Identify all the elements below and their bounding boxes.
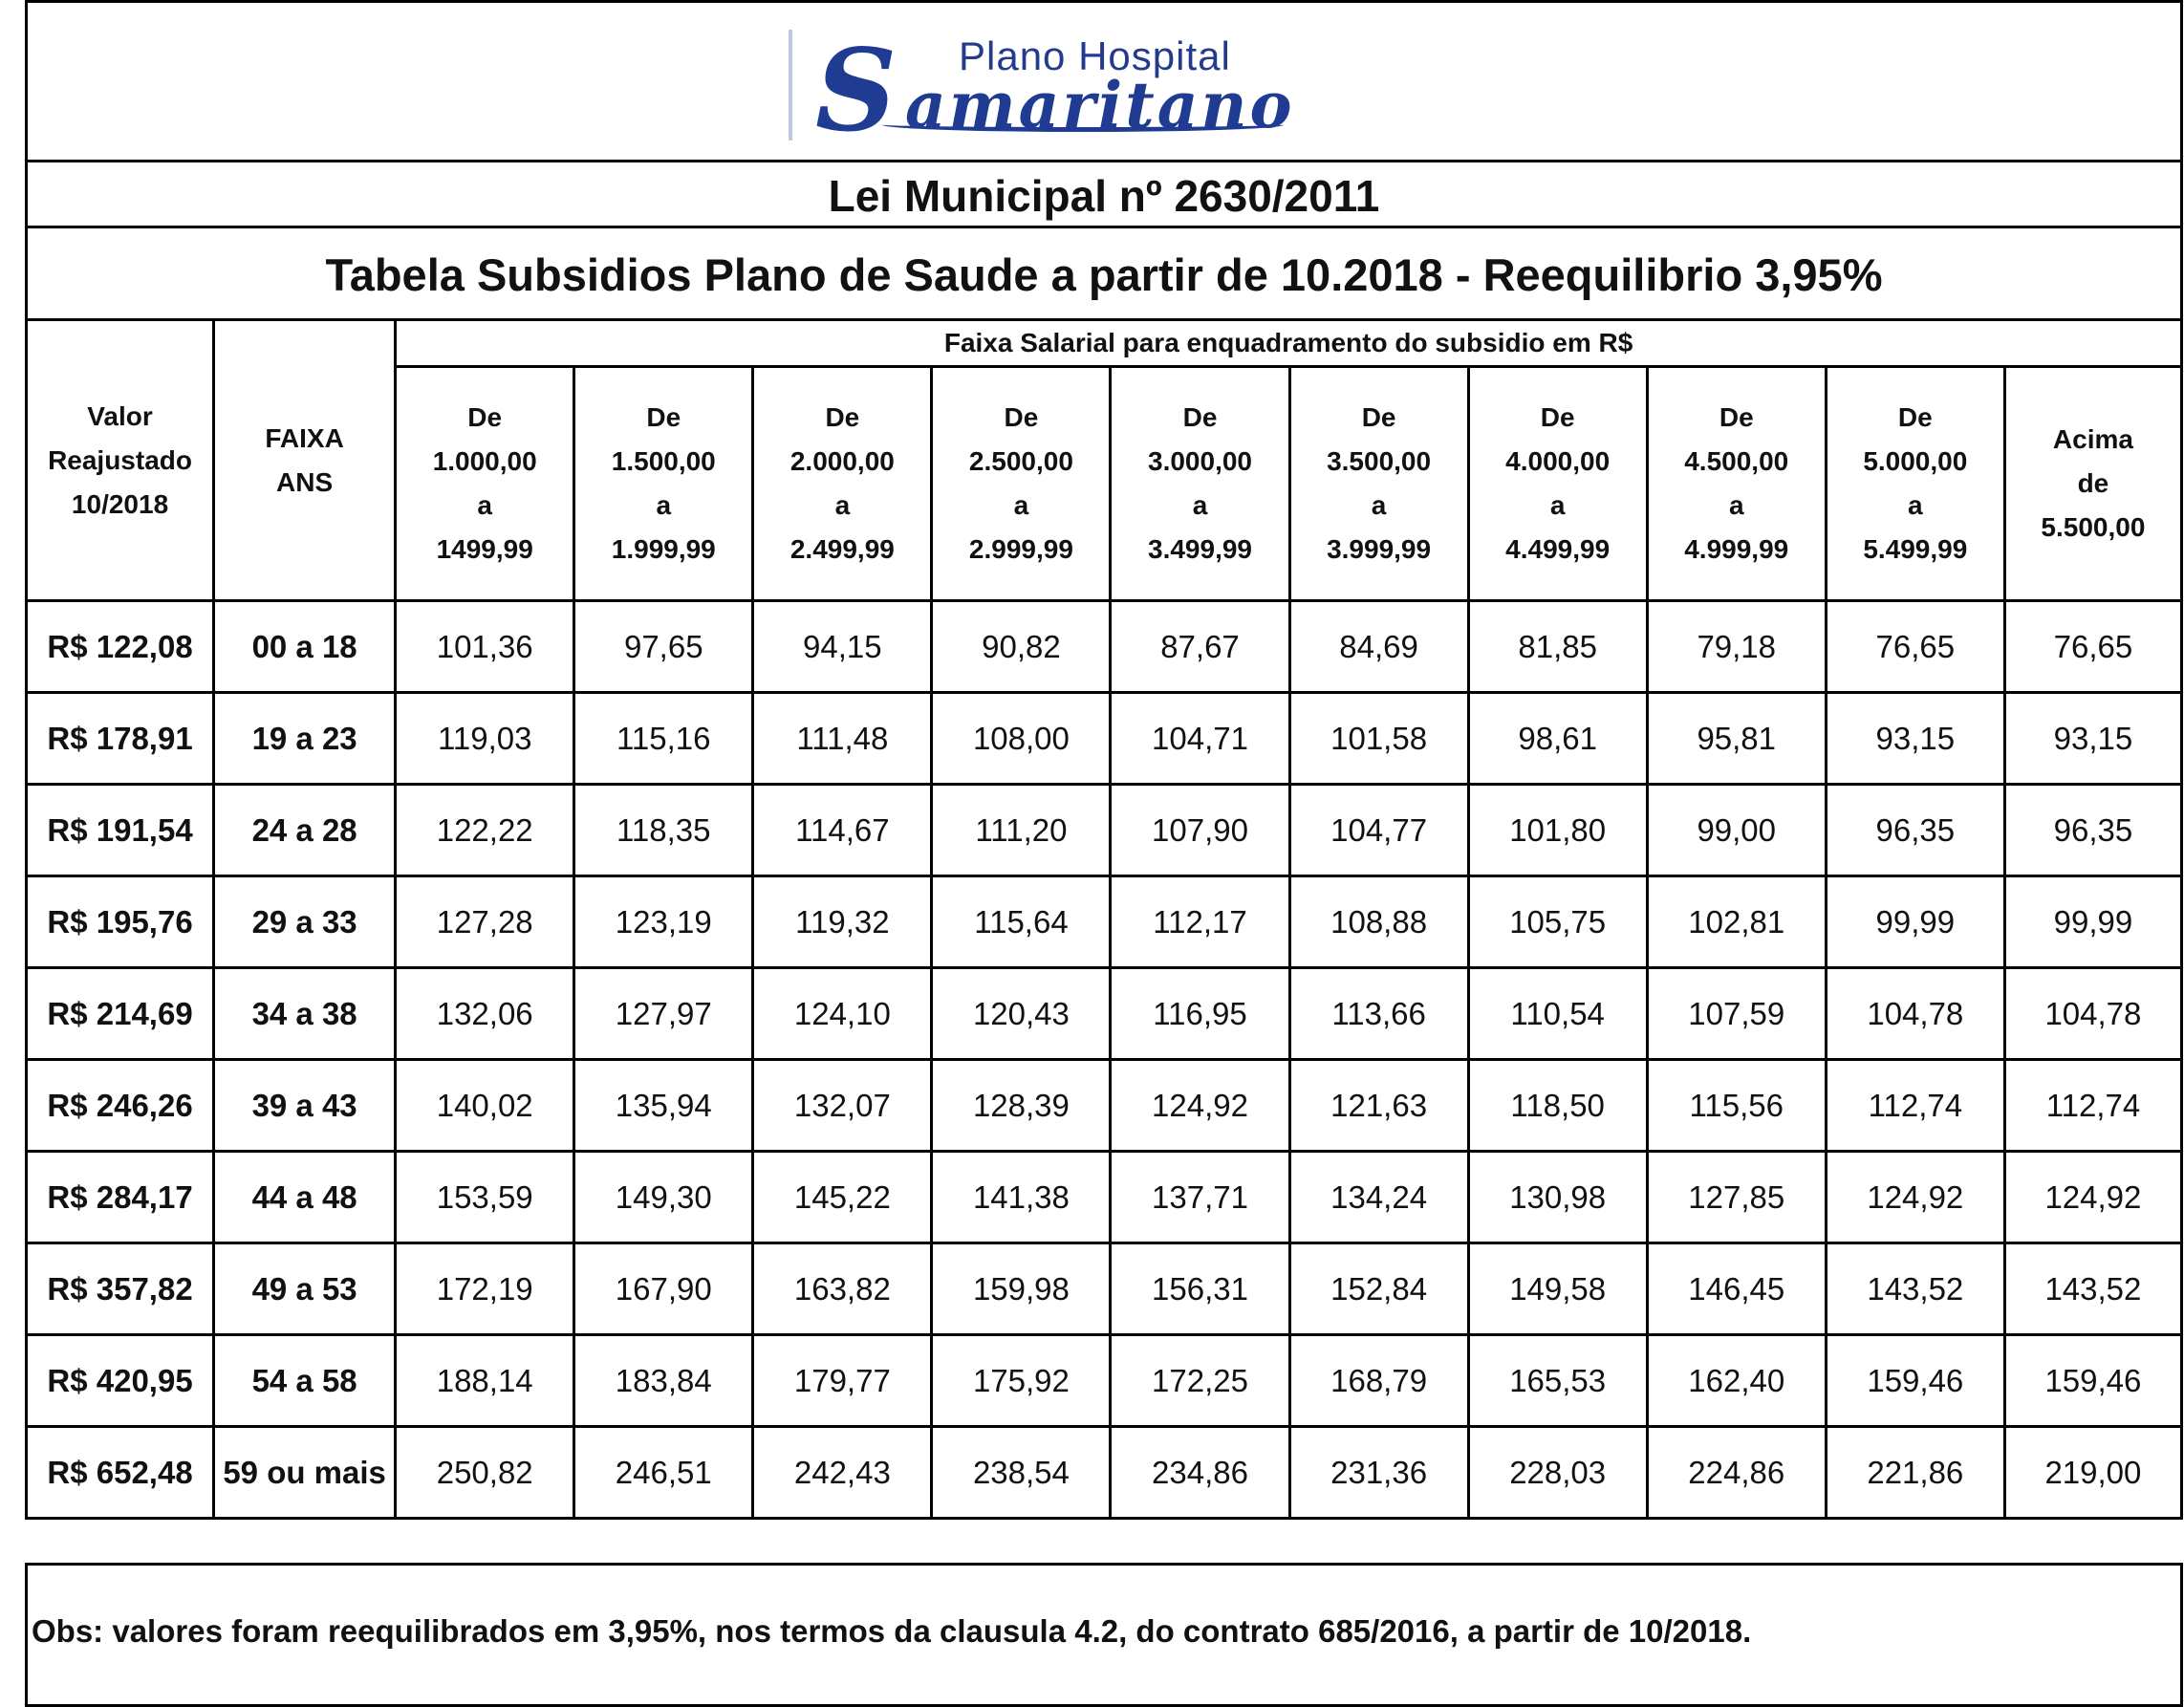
adjusted-value-cell: R$ 195,76 [27,876,214,968]
salary-range-line: 2.499,99 [789,534,895,564]
salary-range-line: De [646,402,681,432]
table-row [27,1243,2182,1335]
subsidy-cell: 224,86 [1647,1427,1826,1519]
subsidy-cell: 98,61 [1468,693,1647,785]
notes-box [25,1563,2183,1707]
salary-range-line: 2.000,00 [789,446,895,476]
law-row [25,160,2183,228]
logo-brand-initial: S [815,24,897,157]
adjusted-value-cell: R$ 178,91 [27,693,214,785]
age-band-cell: 29 a 33 [214,876,396,968]
subsidy-cell: 119,03 [396,693,574,785]
salary-range-line: 3.500,00 [1327,446,1432,476]
salary-range-header [1468,367,1647,601]
subsidy-cell: 112,17 [1111,876,1289,968]
age-band-cell: 24 a 28 [214,785,396,876]
col-header-faixa-line: FAIXA [265,422,344,453]
subsidy-cell: 165,53 [1468,1335,1647,1427]
subsidy-cell: 101,58 [1289,693,1468,785]
adjusted-value-cell: R$ 191,54 [27,785,214,876]
subsidy-cell: 140,02 [396,1060,574,1152]
subsidy-cell: 97,65 [574,601,753,693]
subsidy-cell: 104,78 [1826,968,2004,1060]
table-row [27,876,2182,968]
subsidy-cell: 99,99 [1826,876,2004,968]
subsidy-cell: 152,84 [1289,1243,1468,1335]
table-title: Tabela Subsidios Plano de Saude a partir de 10.2018 - Reequilibrio 3,95% [325,249,1883,300]
col-header-value-line: Valor [87,400,153,431]
salary-range-line: Acima [2052,424,2133,454]
salary-range-header [753,367,932,601]
subsidy-cell: 250,82 [396,1427,574,1519]
subsidy-cell: 153,59 [396,1152,574,1243]
subsidy-cell: 172,19 [396,1243,574,1335]
subsidy-cell: 115,16 [574,693,753,785]
adjusted-value-cell: R$ 420,95 [27,1335,214,1427]
subsidy-cell: 90,82 [932,601,1111,693]
table-row [27,1060,2182,1152]
subsidy-cell: 175,92 [932,1335,1111,1427]
subsidy-cell: 159,98 [932,1243,1111,1335]
subsidy-cell: 188,14 [396,1335,574,1427]
subsidy-cell: 238,54 [932,1427,1111,1519]
table-row [27,1152,2182,1243]
subsidy-cell: 124,92 [1826,1152,2004,1243]
subsidy-cell: 128,39 [932,1060,1111,1152]
subsidy-cell: 134,24 [1289,1152,1468,1243]
subsidy-cell: 76,65 [2004,601,2181,693]
subsidy-cell: 168,79 [1289,1335,1468,1427]
subsidy-cell: 159,46 [1826,1335,2004,1427]
subsidy-cell: 141,38 [932,1152,1111,1243]
adjusted-value-cell: R$ 284,17 [27,1152,214,1243]
subsidy-cell: 101,36 [396,601,574,693]
subsidy-cell: 119,32 [753,876,932,968]
subsidy-cell: 127,28 [396,876,574,968]
col-header-value-line: 10/2018 [71,488,169,519]
subsidy-cell: 93,15 [2004,693,2181,785]
subsidy-cell: 149,58 [1468,1243,1647,1335]
subsidy-cell: 162,40 [1647,1335,1826,1427]
subsidy-cell: 127,97 [574,968,753,1060]
salary-range-line: a [1728,490,1744,520]
salary-range-line: 2.500,00 [968,446,1073,476]
salary-range-line: 5.000,00 [1863,446,1968,476]
table-row [27,693,2182,785]
salary-range-line: a [834,490,851,520]
salary-range-line: 1.500,00 [611,446,716,476]
subsidy-cell: 132,06 [396,968,574,1060]
title-row [25,226,2183,321]
salary-range-line: 4.000,00 [1505,446,1611,476]
subsidy-cell: 108,88 [1289,876,1468,968]
salary-range-line: De [1897,402,1933,432]
subsidy-cell: 123,19 [574,876,753,968]
subsidy-cell: 149,30 [574,1152,753,1243]
subsidy-cell: 228,03 [1468,1427,1647,1519]
subsidy-cell: 122,22 [396,785,574,876]
subsidy-cell: 99,99 [2004,876,2181,968]
salary-range-line: a [1371,490,1387,520]
subsidy-cell: 107,90 [1111,785,1289,876]
subsidy-cell: 120,43 [932,968,1111,1060]
salary-range-line: 2.999,99 [968,534,1073,564]
subsidy-cell: 108,00 [932,693,1111,785]
logo-brand-top: Plano Hospital [959,33,1231,78]
salary-range-line: a [1013,490,1029,520]
subsidy-cell: 124,92 [1111,1060,1289,1152]
subsidy-cell: 93,15 [1826,693,2004,785]
subsidy-cell: 179,77 [753,1335,932,1427]
table-row [27,968,2182,1060]
age-band-cell: 54 a 58 [214,1335,396,1427]
subsidy-cell: 219,00 [2004,1427,2181,1519]
subsidy-cell: 105,75 [1468,876,1647,968]
salary-range-line: a [1192,490,1208,520]
subsidy-cell: 159,46 [2004,1335,2181,1427]
table-row [27,785,2182,876]
subsidy-cell: 107,59 [1647,968,1826,1060]
subsidy-cell: 121,63 [1289,1060,1468,1152]
salary-range-line: 1499,99 [436,534,533,564]
logo-row [25,0,2183,162]
salary-range-line: 3.000,00 [1148,446,1252,476]
subsidy-table [25,318,2183,1520]
salary-range-line: De [1004,402,1039,432]
plano-hospital-samaritano-logo [789,24,1347,157]
subsidy-cell: 96,35 [1826,785,2004,876]
subsidy-cell: 104,78 [2004,968,2181,1060]
subsidy-cell: 167,90 [574,1243,753,1335]
logo-brand-rest: amaritano [905,68,1295,142]
salary-range-line: 3.499,99 [1148,534,1252,564]
salary-range-line: 5.500,00 [2041,512,2146,542]
salary-range-line: De [825,402,860,432]
subsidy-cell: 81,85 [1468,601,1647,693]
subsidy-cell: 104,77 [1289,785,1468,876]
salary-range-line: De [1540,402,1575,432]
salary-range-header [1111,367,1289,601]
table-row [27,601,2182,693]
salary-range-header [1826,367,2004,601]
subsidy-cell: 124,10 [753,968,932,1060]
subsidy-cell: 143,52 [2004,1243,2181,1335]
subsidy-cell: 172,25 [1111,1335,1289,1427]
subsidy-cell: 84,69 [1289,601,1468,693]
age-band-cell: 19 a 23 [214,693,396,785]
subsidy-cell: 231,36 [1289,1427,1468,1519]
subsidy-cell: 115,64 [932,876,1111,968]
salary-range-line: a [1549,490,1566,520]
subsidy-cell: 94,15 [753,601,932,693]
adjusted-value-cell: R$ 652,48 [27,1427,214,1519]
salary-range-line: De [1719,402,1754,432]
salary-range-line: de [2077,468,2109,498]
salary-range-line: De [1182,402,1218,432]
subsidy-cell: 79,18 [1647,601,1826,693]
subsidy-cell: 118,35 [574,785,753,876]
subsidy-cell: 99,00 [1647,785,1826,876]
subsidy-cell: 116,95 [1111,968,1289,1060]
salary-range-line: a [1908,490,1923,520]
salary-range-header [932,367,1111,601]
salary-band-header: Faixa Salarial para enquadramento do subsidio em R$ [396,320,2182,367]
salary-range-line: 3.999,99 [1327,534,1432,564]
salary-range-line: 1.999,99 [611,534,716,564]
subsidy-cell: 242,43 [753,1427,932,1519]
notes-text: Obs: valores foram reequilibrados em 3,95%, nos termos da clausula 4.2, do contrato 685/2016, a partir de 10/2018. [32,1613,1752,1649]
subsidy-cell: 118,50 [1468,1060,1647,1152]
salary-range-header [1289,367,1468,601]
subsidy-cell: 76,65 [1826,601,2004,693]
subsidy-cell: 87,67 [1111,601,1289,693]
subsidy-cell: 115,56 [1647,1060,1826,1152]
adjusted-value-cell: R$ 246,26 [27,1060,214,1152]
age-band-cell: 44 a 48 [214,1152,396,1243]
subsidy-cell: 132,07 [753,1060,932,1152]
salary-range-line: De [467,402,503,432]
subsidy-cell: 110,54 [1468,968,1647,1060]
subsidy-cell: 111,48 [753,693,932,785]
col-header-value-line: Reajustado [48,444,192,475]
salary-range-line: 4.999,99 [1684,534,1789,564]
subsidy-cell: 234,86 [1111,1427,1289,1519]
salary-range-line: a [656,490,672,520]
age-band-cell: 00 a 18 [214,601,396,693]
age-band-cell: 39 a 43 [214,1060,396,1152]
salary-range-header [396,367,574,601]
subsidy-cell: 101,80 [1468,785,1647,876]
table-row [27,1427,2182,1519]
subsidy-cell: 156,31 [1111,1243,1289,1335]
salary-range-header [574,367,753,601]
age-band-cell: 49 a 53 [214,1243,396,1335]
subsidy-cell: 104,71 [1111,693,1289,785]
subsidy-cell: 113,66 [1289,968,1468,1060]
subsidy-cell: 111,20 [932,785,1111,876]
salary-range-header [2004,367,2181,601]
subsidy-cell: 163,82 [753,1243,932,1335]
law-heading: Lei Municipal nº 2630/2011 [828,170,1380,221]
subsidy-cell: 221,86 [1826,1427,2004,1519]
subsidy-cell: 130,98 [1468,1152,1647,1243]
subsidy-cell: 246,51 [574,1427,753,1519]
salary-range-line: 4.500,00 [1684,446,1789,476]
subsidy-cell: 127,85 [1647,1152,1826,1243]
table-row [27,1335,2182,1427]
subsidy-cell: 96,35 [2004,785,2181,876]
subsidy-cell: 102,81 [1647,876,1826,968]
subsidy-cell: 145,22 [753,1152,932,1243]
subsidy-cell: 146,45 [1647,1243,1826,1335]
subsidy-cell: 135,94 [574,1060,753,1152]
col-header-value [27,320,214,601]
subsidy-cell: 114,67 [753,785,932,876]
subsidy-cell: 95,81 [1647,693,1826,785]
salary-range-line: 4.499,99 [1505,534,1611,564]
logo-swoosh [882,118,1284,132]
subsidy-cell: 183,84 [574,1335,753,1427]
subsidy-cell: 112,74 [2004,1060,2181,1152]
salary-range-line: 1.000,00 [432,446,537,476]
salary-range-line: De [1361,402,1396,432]
salary-range-line: a [477,490,492,520]
salary-range-line: 5.499,99 [1863,534,1968,564]
salary-range-header [1647,367,1826,601]
adjusted-value-cell: R$ 122,08 [27,601,214,693]
adjusted-value-cell: R$ 214,69 [27,968,214,1060]
subsidy-cell: 143,52 [1826,1243,2004,1335]
subsidy-cell: 137,71 [1111,1152,1289,1243]
col-header-faixa [214,320,396,601]
subsidy-cell: 112,74 [1826,1060,2004,1152]
subsidy-cell: 124,92 [2004,1152,2181,1243]
age-band-cell: 34 a 38 [214,968,396,1060]
col-header-faixa-line: ANS [276,466,334,497]
adjusted-value-cell: R$ 357,82 [27,1243,214,1335]
age-band-cell: 59 ou mais [214,1427,396,1519]
